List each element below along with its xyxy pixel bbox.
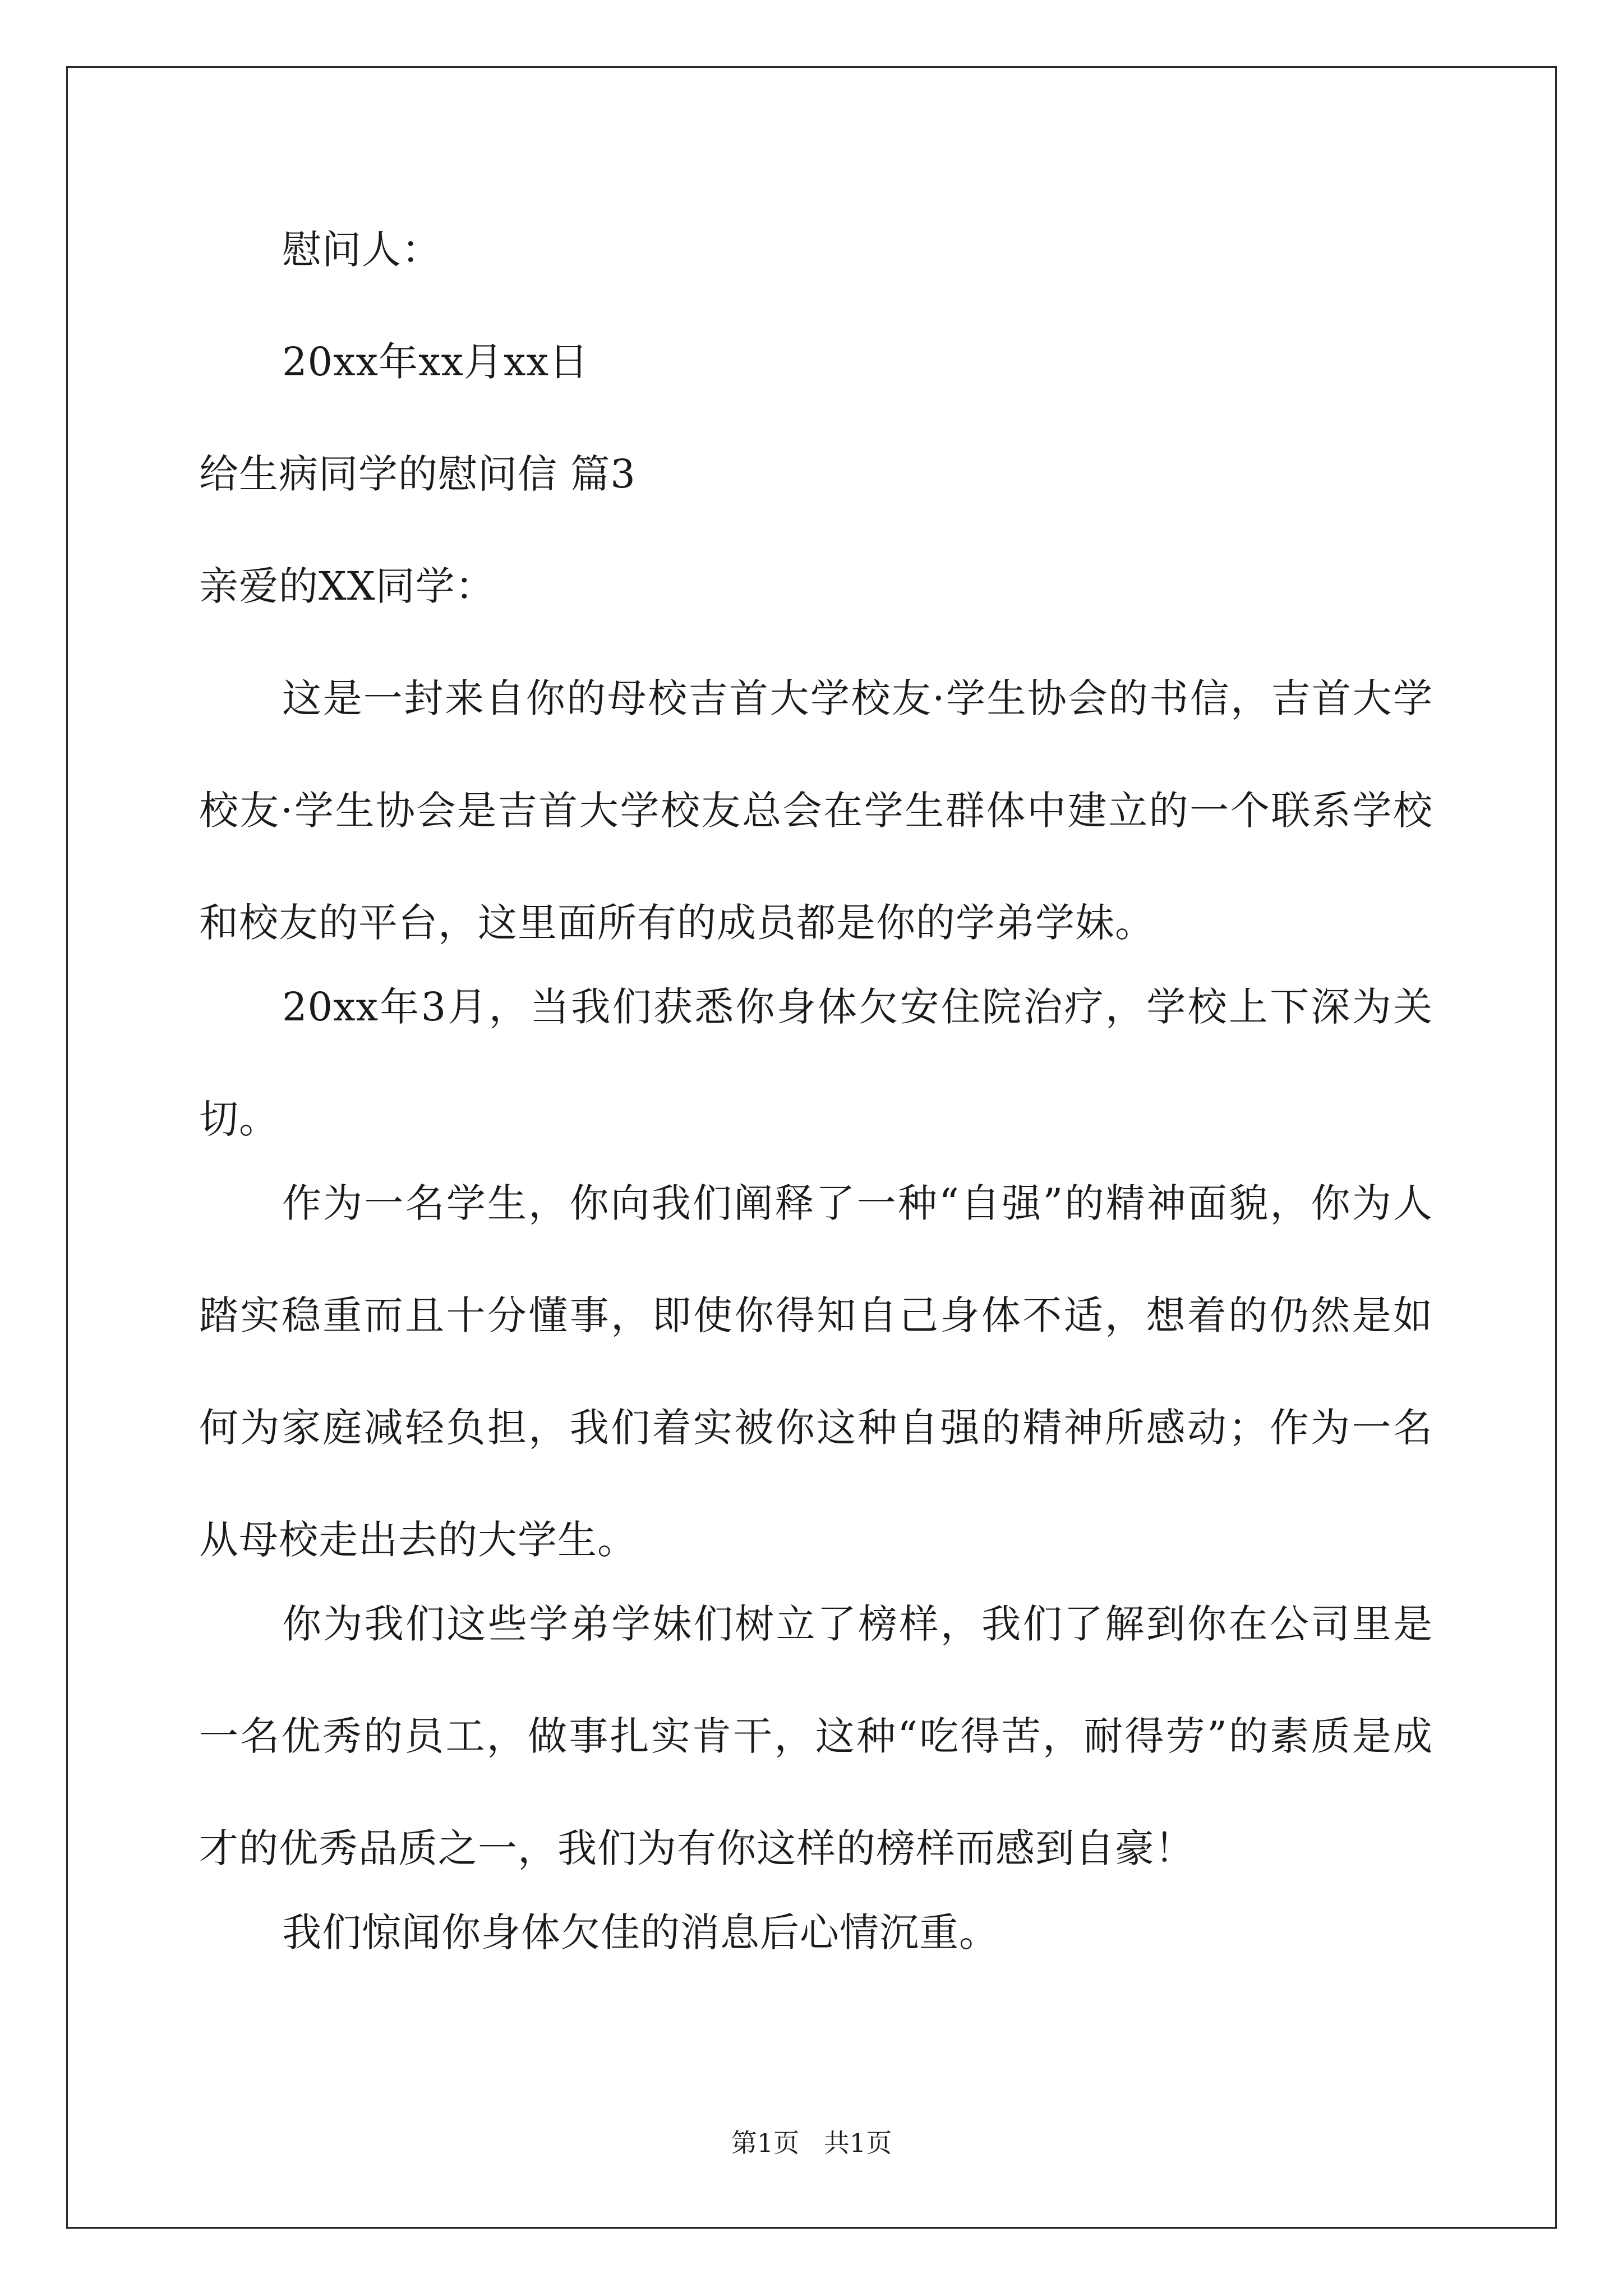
paragraph-5: 我们惊闻你身体欠佳的消息后心情沉重。 xyxy=(282,1910,999,1955)
document-body xyxy=(199,222,1433,1989)
paragraph-1: 这是一封来自你的母校吉首大学校友·学生协会的书信，吉首大学校友·学生协会是吉首大学校友总会在学生群体中建立的一个联系学校和校友的平台，这里面所有的成员都是你的学弟学妹。 xyxy=(199,675,1433,946)
paragraph-2: 20xx年3月，当我们获悉你身体欠安住院治疗，学校上下深为关切。 xyxy=(199,984,1433,1142)
paragraph-4: 你为我们这些学弟学妹们树立了榜样，我们了解到你在公司里是一名优秀的员工，做事扎实肯干，这种“吃得苦，耐得劳”的素质是成才的优秀品质之一，我们为有你这样的榜样而感到自豪！ xyxy=(199,1601,1433,1871)
page-footer: 第1页 共1页 xyxy=(731,2128,892,2158)
date-line: 20xx年xx月xx日 xyxy=(282,339,589,385)
section-title: 给生病同学的慰问信 篇3 xyxy=(199,451,636,497)
salutation: 亲爱的XX同学： xyxy=(199,563,495,609)
paragraph-3: 作为一名学生，你向我们阐释了一种“自强”的精神面貌，你为人踏实稳重而且十分懂事，即使你得知自己身体不适，想着的仍然是如何为家庭减轻负担，我们着实被你这种自强的精神所感动；作为一名从母校走出去的大学生。 xyxy=(199,1180,1433,1563)
signer-line: 慰问人： xyxy=(282,227,441,273)
